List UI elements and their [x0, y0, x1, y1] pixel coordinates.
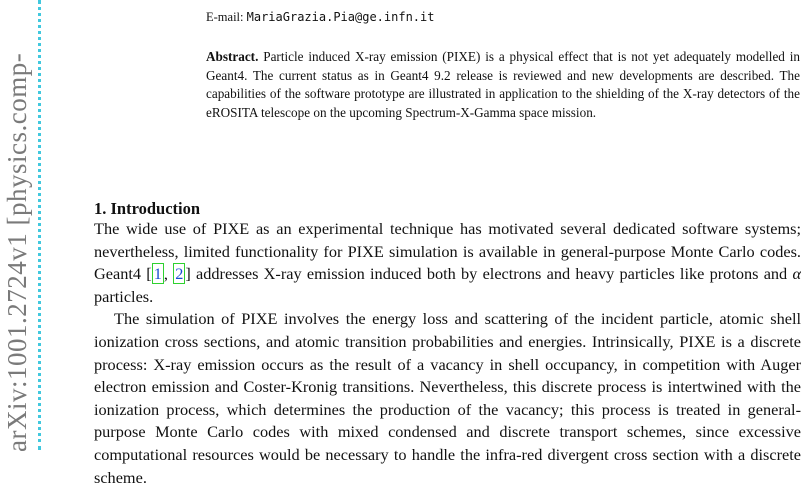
citation-2[interactable]: 2	[175, 264, 184, 284]
section-title: 1. Introduction	[94, 199, 201, 218]
abstract-text: Particle induced X-ray emission (PIXE) is a physical effect that is not yet adequately modelled in Geant4. The current status as in Geant4 9.2 release is reviewed and new developments are described. The capabilities of the software prototype are illustrated in application to the shielding of the X-ray detectors of the eROSITA telescope on the upcoming Spectrum-X-Gamma space mission.	[206, 49, 801, 120]
stamp-divider	[38, 0, 41, 450]
author-email	[206, 10, 434, 25]
email-address[interactable]: MariaGrazia.Pia@ge.infn.it	[246, 10, 435, 24]
paragraph-1	[94, 218, 801, 308]
email-label: E-mail:	[206, 10, 244, 24]
alpha-symbol: α	[792, 264, 801, 284]
body-text	[94, 218, 801, 489]
paragraph-1-text-b: ] addresses X-ray emission induced both by electrons and heavy particles like protons and	[185, 264, 793, 284]
abstract-heading: Abstract.	[206, 49, 259, 64]
citation-separator: ,	[163, 264, 174, 284]
paragraph-2: The simulation of PIXE involves the energy loss and scattering of the incident particle, atomic shell ionization cross sections, and atomic transition probabilities and energies. Intrinsically, PIXE is a discrete process: X-ray emission occurs as the result of a vacancy in shell occupancy, in competition with Auger electron emission and Coster-Kronig transitions. Nevertheless, this discrete process is intertwined with the ionization process, which determines the production of the vacancy; this process is treated in general-purpose Monte Carlo codes with mixed condensed and discrete transport schemes, since excessive computational resources would be necessary to handle the infra-red divergent cross section with a discrete scheme.	[94, 309, 801, 487]
paragraph-1-text-c: particles.	[94, 286, 154, 306]
arxiv-stamp: arXiv:1001.2724v1 [physics.comp-	[0, 0, 46, 450]
paragraph-1-text-a: The wide use of PIXE as an experimental technique has motivated several dedicated software systems; nevertheless, limited functionality for PIXE simulation is available in general-purpose Monte Carlo codes. Geant4 [	[94, 219, 801, 284]
abstract	[206, 48, 800, 122]
citation-1[interactable]: 1	[153, 264, 162, 284]
